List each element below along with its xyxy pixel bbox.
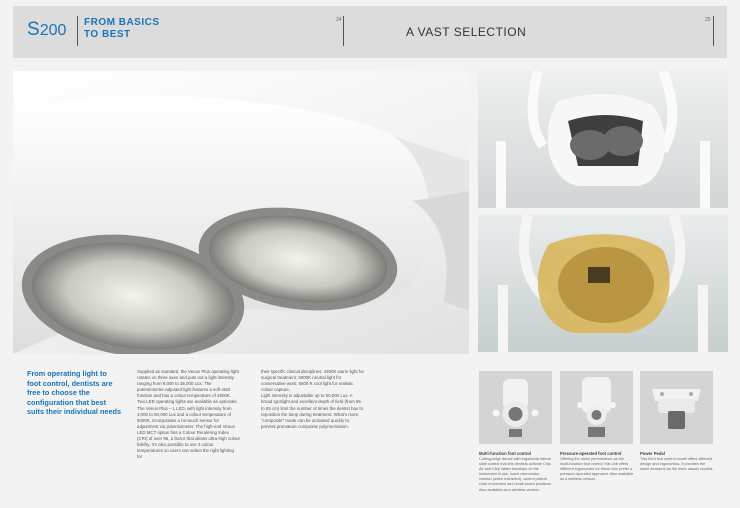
section-title-right: A VAST SELECTION [406,25,527,39]
section-title-left: FROM BASICS TO BEST [84,17,160,40]
operating-light-photo [13,71,469,354]
page-header [13,6,727,58]
caption-title-2: Pressure-operated foot control [560,451,622,456]
pressure-foot-control-photo [560,371,633,444]
divider [343,16,344,46]
caption-title-3: Power Pedal [640,451,665,456]
page-number-right: 25 [705,17,711,23]
page-number-left: 24 [336,17,342,23]
caption-text-2: Offering the same performance as the multi-function foot control, this unit offers different ergonomics for those who prefer a pressure-operated approach. Also available as a wireless version. [560,457,634,482]
body-text-column-1: Supplied as standard, the Venus Plus operating light rotates on three axes and puts out a light intensity ranging from 8,000 to 35,000 Lux. The potentiometer-adjusted light features a soft-start function and has a colour temperature of 4900K. Two LED operating lights are available as optionals. The Venus Plus – L LED, with light intensity from 3,000 to 50,000 Lux and a colour temperature of 5000K, incorporates a no-touch sensor for adjustment via potentiometer. The high-end Venus LED MCT option has a Colour Rendering Index (CRI) of over 95, a factor that allows ultra-high colour fidelity. It's also possible to use 3 colour temperatures so users can select the right lighting for [137,369,240,460]
caption-text-1: Cutting-edge device with ergonomic lateral slide control that lets dentists activate Chip Air and Chip Water functions on the instrument in use, insert micromotor rotation (when extracted), control patient chair movement and recall saved positions. Also available as a wireless version. [479,457,552,492]
led-light-photo [478,215,728,352]
multi-function-foot-control-photo [479,371,552,444]
divider [713,16,714,46]
divider [77,16,78,46]
caption-title-1: Multi-function foot control [479,451,532,456]
lead-paragraph: From operating light to foot control, dentists are free to choose the configuration that best suits their individual needs [27,369,122,416]
power-pedal-photo [640,371,713,444]
body-text-column-2: their specific clinical disciplines: 4300K warm light for surgical treatment; 5000K neutral light for conservative work; 5500 K cool light for realistic colour capture. Light intensity is adjustable up to 50,000 Lux. A broad spotlight and excellent depth of field (from 55 to 85 cm) limit the number of times the dentist has to reposition the lamp during treatment. What's more, "composite" mode can be activated quickly to prevent premature composite polymerisation. [261,369,364,429]
brand-logo: S200 [27,19,67,40]
caption-text-3: This third foot control model offers different design and ergonomics. It provides the same functions as the more classic models. [640,457,714,472]
venus-light-photo [478,71,728,208]
